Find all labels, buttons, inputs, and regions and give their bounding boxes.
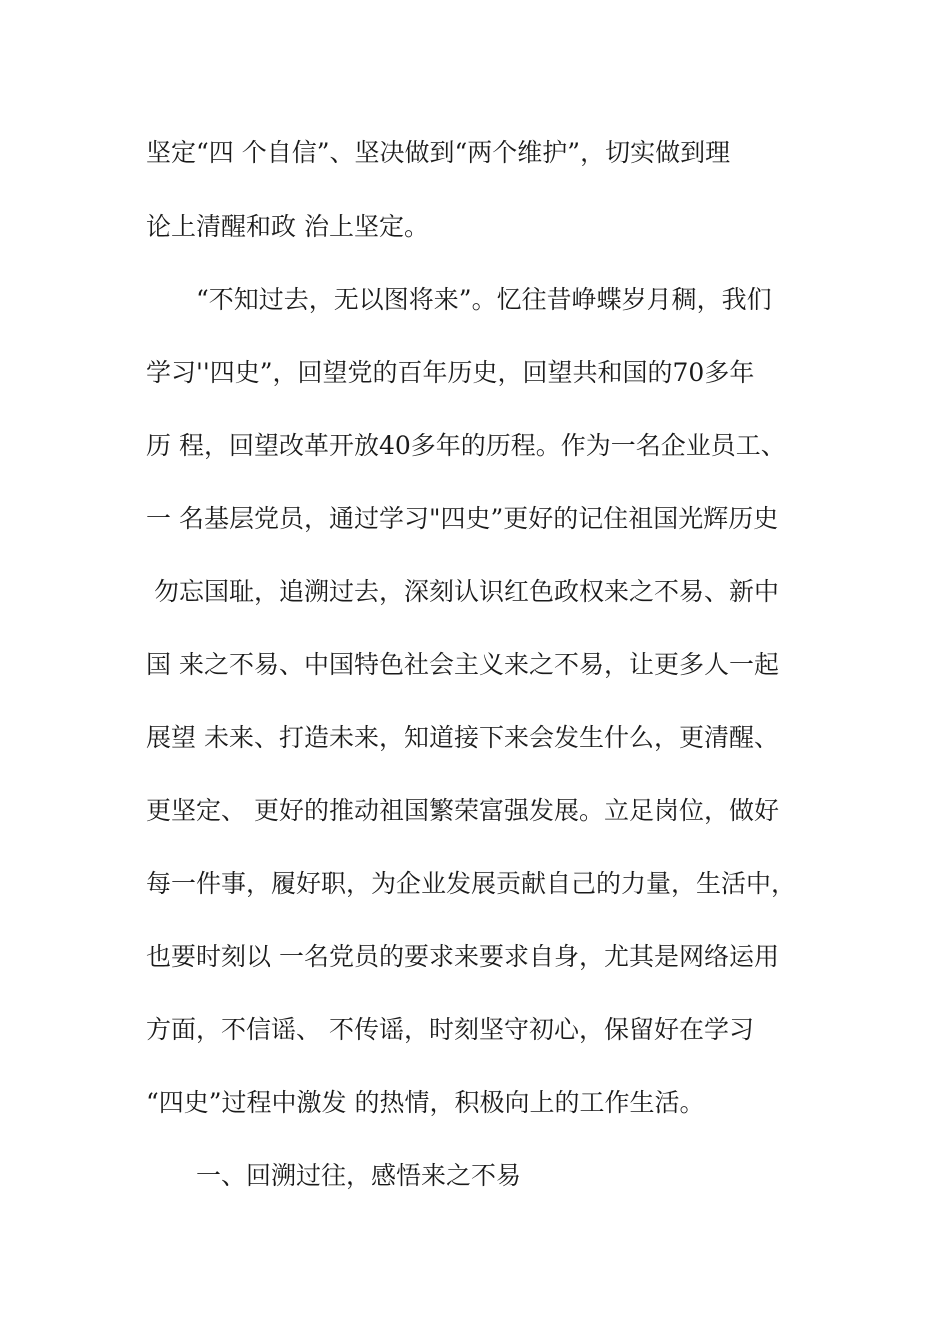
section-heading: 一、回溯过往，感悟来之不易: [196, 1161, 522, 1190]
body-text-line: 方面，不信谣、 不传谣，时刻坚守初心，保留好在学习: [146, 1015, 754, 1044]
body-text-line: 学习''四史”，回望党的百年历史，回望共和国的70多年: [146, 358, 755, 387]
body-text-line: 国 来之不易、中国特色社会主义来之不易，让更多人一起: [146, 650, 779, 679]
body-text-line: 论上清醒和政 治上坚定。: [146, 212, 429, 241]
body-text-line: 展望 未来、打造未来，知道接下来会发生什么，更清醒、: [146, 723, 779, 752]
body-text-line: 也要时刻以 一名党员的要求来要求自身，尤其是网络运用: [146, 942, 779, 971]
body-text-line: 历 程，回望改革开放40多年的历程。作为一名企业员工、: [146, 431, 786, 460]
body-text-line: “四史”过程中激发 的热情，积极向上的工作生活。: [146, 1088, 705, 1117]
body-text-line: 更坚定、 更好的推动祖国繁荣富强发展。立足岗位，做好: [146, 796, 779, 825]
body-text-line: “不知过去，无以图将来”。忆往昔峥蝶岁月稠，我们: [146, 285, 772, 314]
body-text-line: 坚定“四 个自信”、坚决做到“两个维护”，切实做到理: [146, 138, 731, 167]
body-text-line: 勿忘国耻，追溯过去，深刻认识红色政权来之不易、新中: [146, 577, 779, 606]
body-text-line: 每一件事，履好职，为企业发展贡献自己的力量，生活中，: [146, 869, 797, 898]
body-text-line: 一 名基层党员，通过学习"四史”更好的记住祖国光辉历史: [146, 504, 779, 533]
